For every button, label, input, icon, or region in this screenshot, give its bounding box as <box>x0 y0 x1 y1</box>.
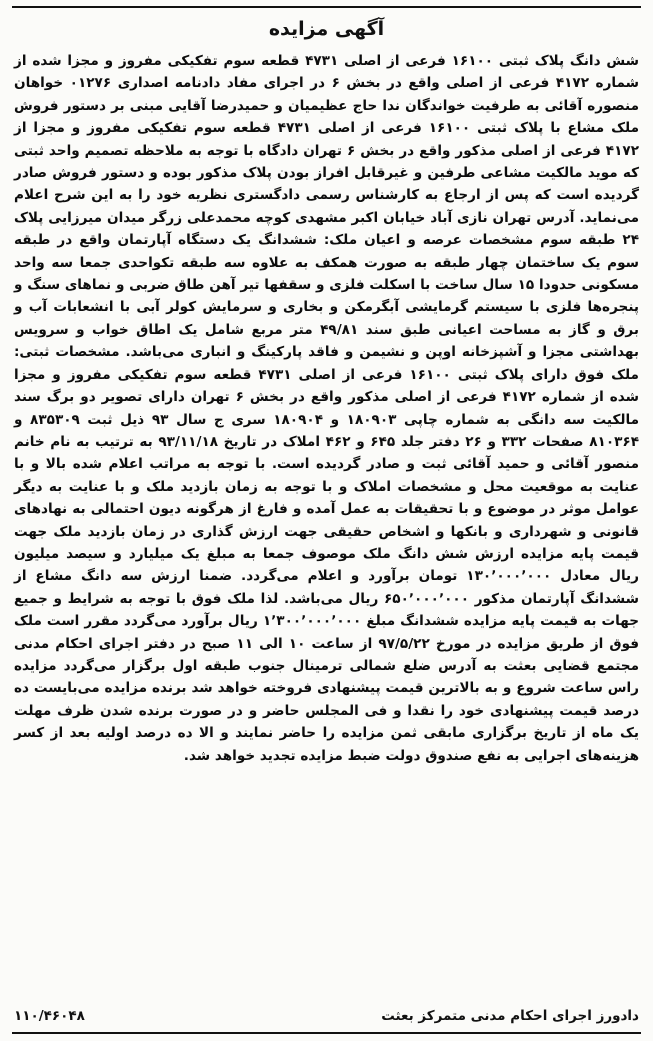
top-divider <box>12 6 641 8</box>
title-bar <box>0 12 653 46</box>
issuer-signature: دادورز اجرای احکام مدنی متمرکز بعثت <box>381 1008 639 1024</box>
notice-footer <box>14 1004 639 1028</box>
notice-code: ۱۱۰/۴۶۰۴۸ <box>14 1008 85 1024</box>
notice-body: شش دانگ پلاک ثبتی ۱۶۱۰۰ فرعی از اصلی ۴۷۳۱ قطعه سوم تفکیکی مفروز و مجزا شده از شماره ۴۱۷۲ فرعی از اصلی واقع در بخش ۶ در اجرای مفاد دادنامه اصداری ۰۱۲۷۶ خواهان منصوره آقائی به طرفیت خواندگان ندا حاج عظیمیان و حمیدرضا آقایی مبنی بر دستور فروش ملک مشاع با پلاک ثبتی ۱۶۱۰۰ فرعی از اصلی ۴۷۳۱ قطعه سوم تفکیکی مفروز و مجزا از ۴۱۷۲ فرعی از اصلی مذکور واقع در بخش ۶ تهران دادگاه با توجه به ملاحظه تصمیم واحد ثبتی که موید مالکیت مشاعی طرفین و غیرقابل افراز بودن پلاک مذکور بوده و دستور فروش صادر گردیده است که پس از ارجاع به کارشناس رسمی دادگستری نظریه خود را به این شرح اعلام می‌نماید. آدرس تهران نازی آباد خیابان اکبر مشهدی کوچه محمدعلی زرگر میدان میرزایی پلاک ۲۴ طبقه سوم مشخصات عرصه و اعیان ملک: ششدانگ یک دستگاه آپارتمان واقع در طبقه سوم یک ساختمان چهار طبقه به صورت همکف به علاوه سه طبقه تکواحدی جمعا سه واحد مسکونی حدودا ۱۵ سال ساخت با اسکلت فلزی و سقفها تیر آهن طاق ضربی و نماهای سنگ و پنجره‌ها فلزی با سیستم گرمایشی آبگرمکن و بخاری و سرمایش کولر آبی با انشعابات آب و برق و گاز به مساحت اعیانی طبق سند ۴۹/۸۱ متر مربع شامل یک اطاق خواب و سرویس بهداشتی مجزا و آشپزخانه اوپن و نشیمن و فاقد پارکینگ و انباری می‌باشد. مشخصات ثبتی: ملک فوق دارای پلاک ثبتی ۱۶۱۰۰ فرعی از اصلی ۴۷۳۱ قطعه سوم تفکیکی مفروز و مجزا شده از شماره ۴۱۷۲ فرعی از اصلی مذکور واقع در بخش ۶ تهران دارای تصویر دو برگ سند مالکیت سه دانگی به شماره چاپی ۱۸۰۹۰۳ و ۱۸۰۹۰۴ سری ج سال ۹۳ ذیل ثبت ۸۳۵۳۰۹ و ۸۱۰۳۶۴ صفحات ۳۳۲ و ۲۶ دفتر جلد ۶۴۵ و ۴۶۲ املاک در تاریخ ۹۳/۱۱/۱۸ به ترتیب به نام خانم منصور آقائی و حمید آقائی ثبت و صادر گردیده است. با توجه به مراتب اعلام شده بالا و با عنایت به موقعیت محل و مشخصات املاک و با توجه به زمان بازدید ملک و با عنایت به دیگر عوامل موثر در موضوع و با تحقیقات به عمل آمده و فارغ از هرگونه دیون احتمالی به نهادهای قانونی و شهرداری و بانکها و اشخاص حقیقی جهت ارزش گذاری در زمان بازدید ملک جهت قیمت پایه مزایده ارزش شش دانگ ملک موصوف جمعا به مبلغ یک میلیارد و سیصد میلیون ریال معادل ۱۳۰٬۰۰۰٬۰۰۰ تومان برآورد و اعلام می‌گردد. ضمنا ارزش سه دانگ مشاع از ششدانگ آپارتمان مذکور ۶۵۰٬۰۰۰٬۰۰۰ ریال می‌باشد. لذا ملک فوق با توجه به شرایط و جمیع جهات به قیمت پایه مزایده ششدانگ مبلغ ۱٬۳۰۰٬۰۰۰٬۰۰۰ ریال برآورد می‌گردد مقرر است ملک فوق از طریق مزایده در مورخ ۹۷/۵/۲۲ از ساعت ۱۰ الی ۱۱ صبح در دفتر اجرای احکام مدنی مجتمع قضایی بعثت به آدرس ضلع شمالی ترمینال جنوب طبقه اول برگزار می‌گردد مزایده راس ساعت شروع و به بالاترین قیمت پیشنهادی فروخته خواهد شد برنده مزایده می‌بایست ده درصد قیمت پیشنهادی خود را نقدا و فی المجلس حاضر و در صورت برنده شدن ظرف مهلت یک ماه از تاریخ برگزاری مابقی ثمن مزایده را حاضر نمایند و الا ده درصد اولیه بعد از کسر هزینه‌های اجرایی به نفع صندوق دولت ضبط مزایده تجدید خواهد شد. <box>14 53 640 764</box>
notice-title: آگهی مزایده <box>268 18 385 40</box>
bottom-divider <box>12 1032 641 1034</box>
